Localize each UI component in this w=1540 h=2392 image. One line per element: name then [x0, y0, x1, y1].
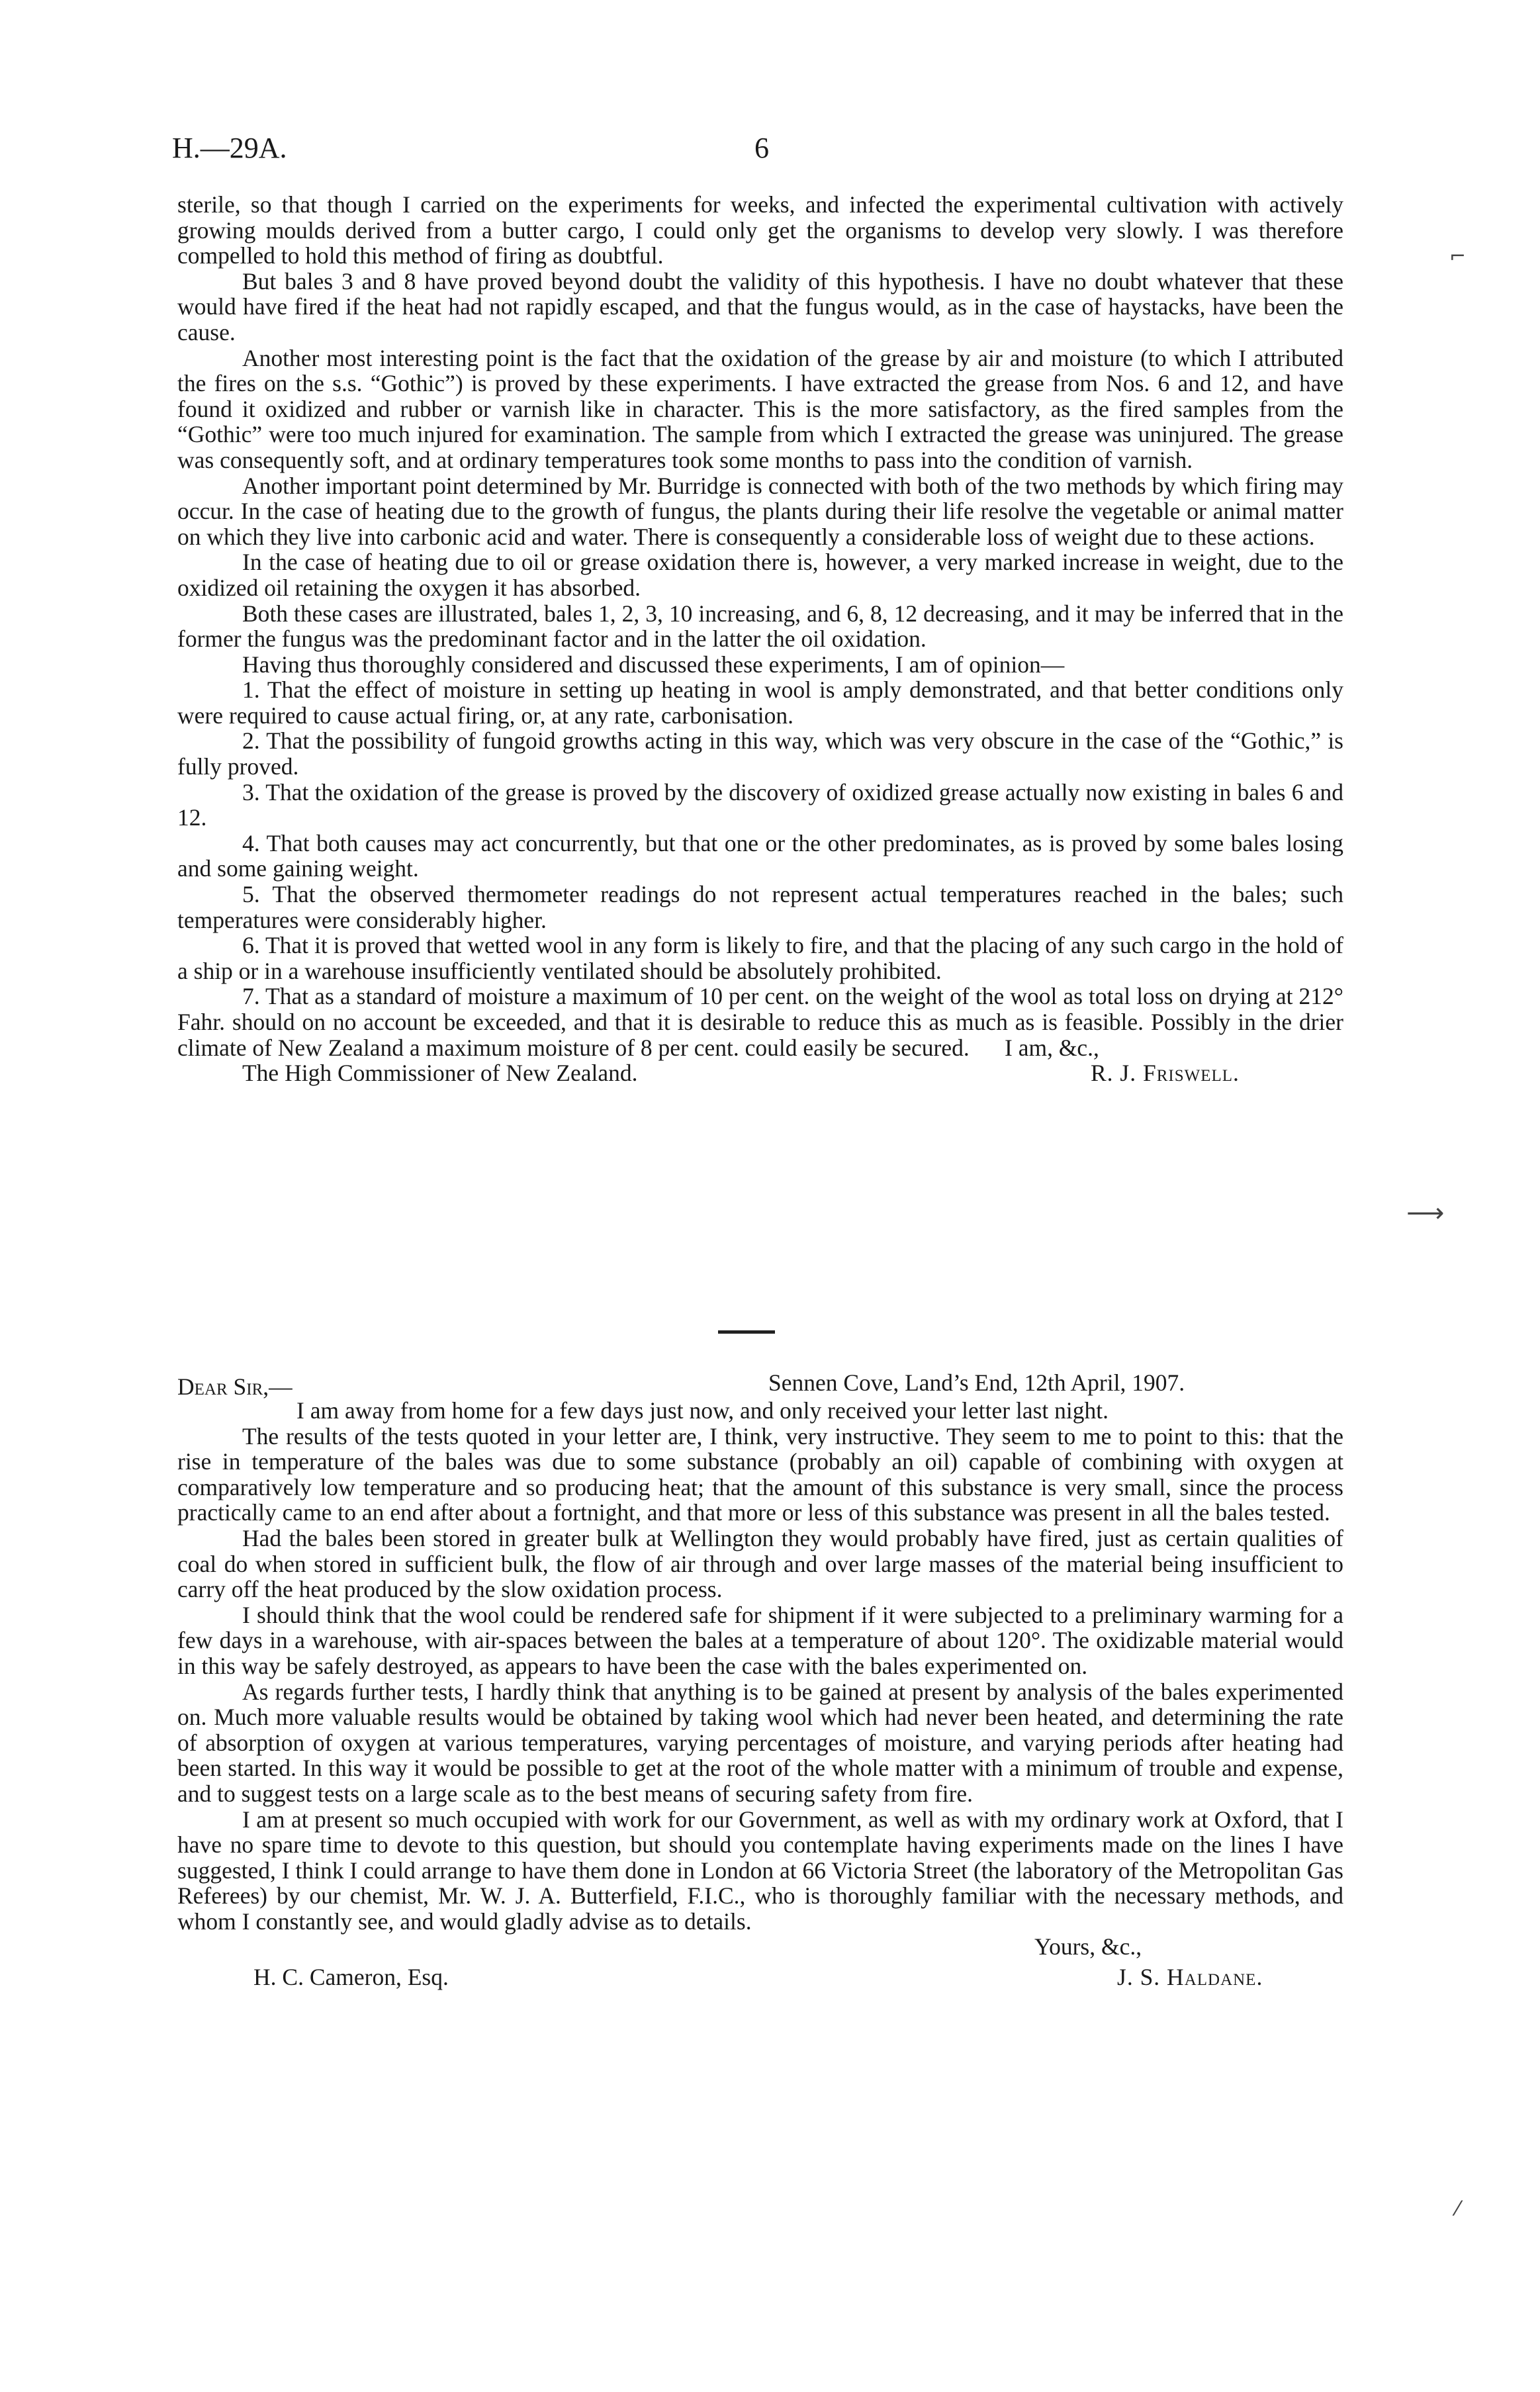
signature-row — [177, 1964, 1343, 1991]
section-divider — [718, 1330, 775, 1334]
conclusion-item: 6. That it is proved that wetted wool in any form is likely to fire, and that the placing of any such cargo in the hold of a ship or in a warehouse insufficiently ventilated should be absolutely prohibited. — [177, 932, 1343, 984]
margin-scratch-mark: ⌐ — [1449, 245, 1467, 268]
paragraph: In the case of heating due to oil or grease oxidation there is, however, a very marked increase in weight, due to the oxidized oil retaining the oxygen it has absorbed. — [177, 549, 1343, 601]
signature: R. J. Friswell. — [1091, 1060, 1240, 1087]
closing-phrase: Yours, &c., — [1034, 1933, 1142, 1960]
haldane-letter — [177, 1370, 1343, 1991]
conclusion-item: 2. That the possibility of fungoid growths acting in this way, which was very obscure in the case of the “Gothic,” is fully proved. — [177, 727, 1343, 780]
friswell-report — [177, 192, 1343, 1086]
paragraph: Both these cases are illustrated, bales 1, 2, 3, 10 increasing, and 6, 8, 12 decreasing, and it may be inferred that in the former the fungus was the predominant factor and in the latter the oil oxidation. — [177, 600, 1343, 653]
paragraph: Another most interesting point is the fact that the oxidation of the grease by air and moisture (to which I attributed the fires on the s.s. “Gothic”) is proved by these experiments. I have extracted the grease from Nos. 6 and 12, and have found it oxidized and rubber or varnish like in character. This is the more satisfactory, as the fired samples from the “Gothic” were too much injured for examination. The sample from which I extracted the grease was uninjured. The grease was consequently soft, and at ordinary temperatures took some months to pass into the condition of varnish. — [177, 344, 1343, 473]
closing-row — [177, 1034, 1343, 1087]
addressee: H. C. Cameron, Esq. — [253, 1964, 449, 1991]
conclusion-item: 1. That the effect of moisture in setting up heating in wool is amply demonstrated, and that better conditions only were required to cause actual firing, or, at any rate, carbonisation. — [177, 676, 1343, 729]
paragraph: Had the bales been stored in greater bulk at Wellington they would probably have fired, just as certain qualities of coal do when stored in sufficient bulk, the flow of air through and over large masses of the material being insufficient to carry off the heat produced by the slow oxidation process. — [177, 1524, 1343, 1603]
address-date: Sennen Cove, Land’s End, 12th April, 1907. — [768, 1369, 1185, 1396]
paragraph: I am at present so much occupied with work for our Government, as well as with my ordinary work at Oxford, that I have no spare time to devote to this question, but should you contemplate having experiments made on the lines I have suggested, I think I could arrange to have them done in London at 66 Victoria Street (the laboratory of the Metropolitan Gas Referees) by our chemist, Mr. W. J. A. Butterfield, F.I.C., who is thoroughly familiar with the necessary methods, and whom I constantly see, and would gladly advise as to details. — [177, 1806, 1343, 1935]
paragraph: As regards further tests, I hardly think that anything is to be gained at present by analysis of the bales experimented on. Much more valuable results would be obtained by taking wool which had never been heated, and determining the rate of absorption of oxygen at various temperatures, varying percentages of moisture, and varying periods after heating had been started. In this way it would be possible to get at the root of the whole matter with a minimum of trouble and expense, and to suggest tests on a large scale as to the best means of securing safety from fire. — [177, 1678, 1343, 1807]
margin-scratch-mark: ⁄ — [1456, 2197, 1460, 2221]
conclusion-item: 3. That the oxidation of the grease is proved by the discovery of oxidized grease actually now existing in bales 6 and 12. — [177, 778, 1343, 831]
closing-row — [177, 1934, 1343, 1960]
paragraph: But bales 3 and 8 have proved beyond doubt the validity of this hypothesis. I have no doubt whatever that these would have fired if the heat had not rapidly escaped, and that the fungus would, as in the case of haystacks, have been the cause. — [177, 267, 1343, 345]
paragraph: I should think that the wool could be rendered safe for shipment if it were subjected to a preliminary warming for a few days in a warehouse, with air-spaces between the bales at a temperature of about 120°. The oxidizable material would in this way be safely destroyed, as appears to have been the case with the bales experimented on. — [177, 1601, 1343, 1679]
paragraph: Having thus thoroughly considered and discussed these experiments, I am of opinion— — [242, 651, 1065, 678]
closing-phrase: I am, &c., — [1005, 1034, 1099, 1061]
salutation: Dear Sir,— — [177, 1373, 293, 1400]
conclusion-item: 7. That as a standard of moisture a maximum of 10 per cent. on the weight of the wool as total loss on drying at 212° Fahr. should on no account be exceeded, and that it is desirable to reduce this as much as is feasible. Possibly in the drier climate of New Zealand a maximum moisture of 8 per cent. could easily be secured. — [177, 983, 1343, 1061]
signature: J. S. Haldane. — [1117, 1964, 1263, 1991]
margin-scratch-mark: ⟶ — [1406, 1198, 1445, 1228]
paragraph: The results of the tests quoted in your letter are, I think, very instructive. They seem to me to point to this: that the rise in temperature of the bales was due to some substance (probably an oil) capable of combining with oxygen at comparatively low temperature and so producing heat; that the amount of this substance is very small, since the process practically came to an end after about a fortnight, and that more or less of this substance was present in all the bales tested. — [177, 1422, 1343, 1526]
conclusion-item: 5. That the observed thermometer readings do not represent actual temperatures reached in the bales; such temperatures were considerably higher. — [177, 881, 1343, 933]
paragraph: Another important point determined by Mr. Burridge is connected with both of the two methods by which firing may occur. In the case of heating due to the growth of fungus, the plants during their life resolve the vegetable or animal matter on which they live into carbonic acid and water. There is consequently a considerable loss of weight due to these actions. — [177, 472, 1343, 550]
paragraph: sterile, so that though I carried on the experiments for weeks, and infected the experimental cultivation with actively growing moulds derived from a butter cargo, I could only get the organisms to develop very slowly. I was therefore compelled to hold this method of firing as doubtful. — [177, 191, 1343, 269]
paragraph: I am away from home for a few days just now, and only received your letter last night. — [296, 1397, 1109, 1424]
page-header — [172, 131, 1350, 177]
document-reference: H.—29A. — [172, 132, 287, 164]
page-number: 6 — [754, 132, 769, 164]
addressee: The High Commissioner of New Zealand. — [242, 1060, 638, 1087]
conclusion-item: 4. That both causes may act concurrently, but that one or the other predominates, as is proved by some bales losing and some gaining weight. — [177, 829, 1343, 882]
letter-heading — [177, 1370, 1343, 1398]
